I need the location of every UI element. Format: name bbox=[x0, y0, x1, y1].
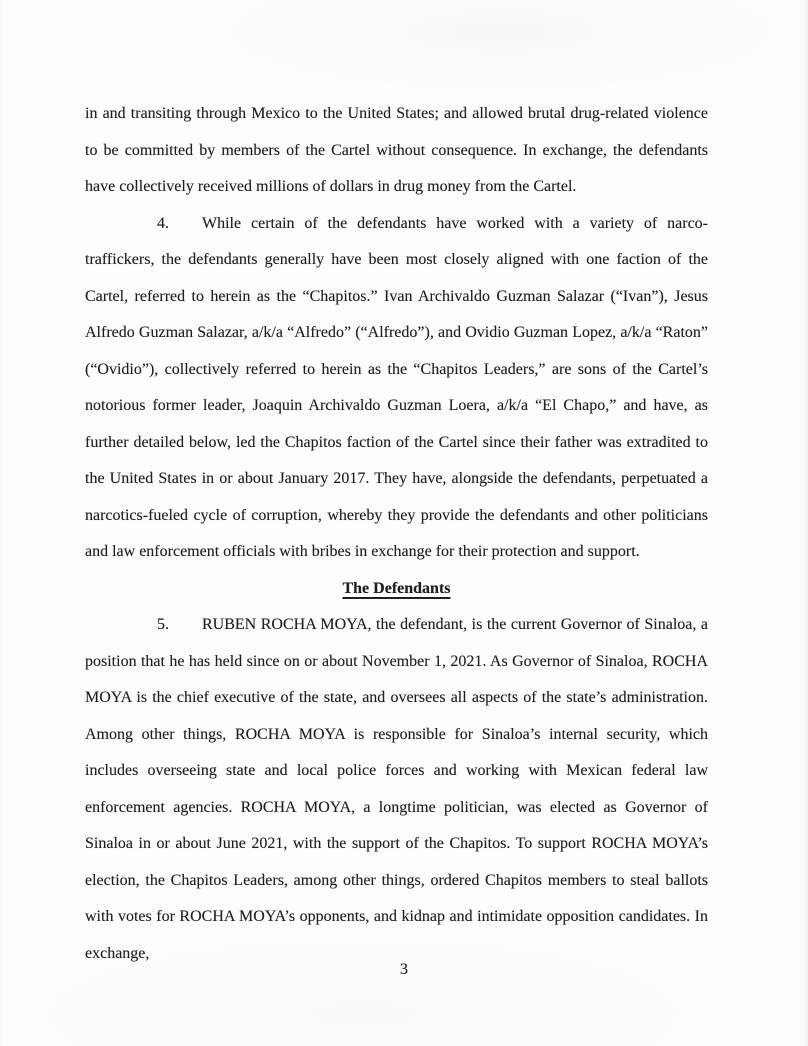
paragraph-5 bbox=[85, 607, 708, 972]
paragraph-5-text: RUBEN ROCHA MOYA, the defendant, is the current Governor of Sinaloa, a position that he has held since on or about November 1, 2021. As Governor of Sinaloa, ROCHA MOYA is the chief executive of the state, and oversees all aspects of the state’s administration. Among other things, ROCHA MOYA is responsible for Sinaloa’s internal security, which includes overseeing state and local police forces and working with Mexican federal law enforcement agencies. ROCHA MOYA, a longtime politician, was elected as Governor of Sinaloa in or about June 2021, with the support of the Chapitos. To support ROCHA MOYA’s election, the Chapitos Leaders, among other things, ordered Chapitos members to steal ballots with votes for ROCHA MOYA’s opponents, and kidnap and intimidate opposition candidates. In exchange, bbox=[85, 616, 708, 962]
paragraph-5-number: 5. bbox=[157, 616, 169, 633]
paragraph-4-text: While certain of the defendants have worked with a variety of narco-traffickers, the defendants generally have been most closely aligned with one faction of the Cartel, referred to herein as the “Chapitos.” Ivan Archivaldo Guzman Salazar (“Ivan”), Jesus Alfredo Guzman Salazar, a/k/a “Alfredo” (“Alfredo”), and Ovidio Guzman Lopez, a/k/a “Raton” (“Ovidio”), collectively referred to herein as the “Chapitos Leaders,” are sons of the Cartel’s notorious former leader, Joaquin Archivaldo Guzman Loera, a/k/a “El Chapo,” and have, as further detailed below, led the Chapitos faction of the Cartel since their father was extradited to the United States in or about January 2017. They have, alongside the defendants, perpetuated a narcotics-fueled cycle of corruption, whereby they provide the defendants and other politicians and law enforcement officials with bribes in exchange for their protection and support. bbox=[85, 214, 708, 560]
paragraph-4 bbox=[85, 206, 708, 571]
paragraph-4-number: 4. bbox=[157, 214, 169, 232]
page-number: 3 bbox=[400, 961, 408, 978]
section-heading-text: The Defendants bbox=[342, 579, 451, 597]
document-body bbox=[85, 96, 708, 972]
paragraph-continuation: in and transiting through Mexico to the United States; and allowed brutal drug-related violence to be committed by members of the Cartel without consequence. In exchange, the defendants have collectively received millions of dollars in drug money from the Cartel. bbox=[85, 105, 708, 195]
section-heading-the-defendants bbox=[85, 571, 708, 608]
